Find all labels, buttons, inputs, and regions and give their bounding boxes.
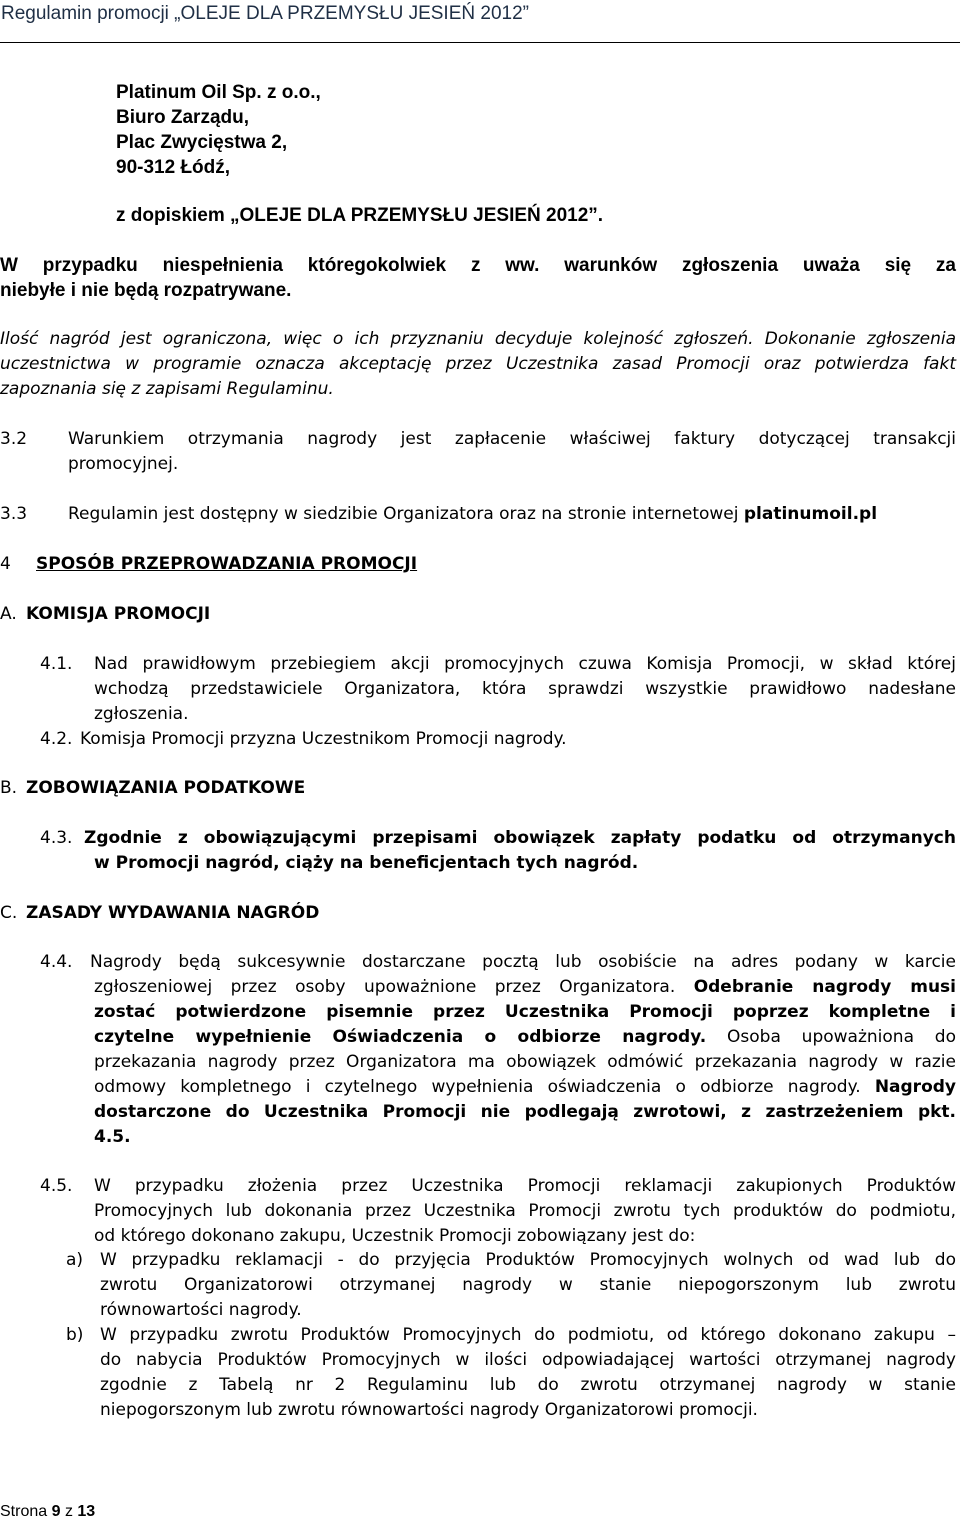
para-4-2-text: Komisja Promocji przyzna Uczestnikom Promocji nagrody. <box>80 729 567 749</box>
para-4-4-line-6 <box>94 1077 956 1097</box>
para-4-3-number: 4.3. <box>40 828 73 848</box>
para-4-4-line-4-bold: czytelne wypełnienie Oświadczenia o odbiorze nagrody. <box>94 1027 707 1047</box>
section-a-letter: A. <box>0 604 17 624</box>
para-3-2-line-1: Warunkiem otrzymania nagrody jest zapłacenie właściwej faktury dotyczącej transakcji <box>68 429 956 449</box>
section-b-letter: B. <box>0 778 18 798</box>
para-4-1-line-1: Nad prawidłowym przebiegiem akcji promocyjnych czuwa Komisja Promocji, w skład której <box>94 654 956 674</box>
para-4-1-line-3: zgłoszenia. <box>94 704 189 724</box>
para-4-4-line-6-regular: odmowy kompletnego i czytelnego wypełnienia oświadczenia o odbiorze nagrody. <box>94 1077 861 1097</box>
para-4-4-line-5: przekazania nagrody przez Organizatora ma obowiązek odmówić przekazania nagrody w razie <box>94 1052 956 1072</box>
header-title: Regulamin promocji „OLEJE DLA PRZEMYSŁU JESIEŃ 2012” <box>1 3 529 24</box>
footer-label: Strona <box>0 1503 48 1520</box>
footer-total-pages: 13 <box>77 1503 96 1520</box>
para-4-5-line-1: W przypadku złożenia przez Uczestnika Promocji reklamacji zakupionych Produktów <box>94 1176 956 1196</box>
para-4-4-line-2-bold: Odebranie nagrody musi <box>693 977 956 997</box>
address-line-2: Biuro Zarządu, <box>116 107 250 128</box>
para-4-1-line-2: wchodzą przedstawiciele Organizatora, która sprawdzi wszystkie prawidłowo nadesłane <box>94 679 956 699</box>
prize-note-line-2: uczestnictwa w programie oznacza akceptację przez Uczestnika zasad Promocji oraz potwierdza fakt <box>0 354 956 374</box>
failure-note-line-1: W przypadku niespełnienia któregokolwiek z ww. warunków zgłoszenia uważa się za <box>0 255 956 276</box>
address-line-3: Plac Zwycięstwa 2, <box>116 132 288 153</box>
footer-page-number: 9 <box>51 1503 61 1520</box>
list-item-b-line-2: do nabycia Produktów Promocyjnych w ilości odpowiadającej wartości otrzymanej nagrody <box>100 1350 956 1370</box>
section-4-title: SPOSÓB PRZEPROWADZANIA PROMOCJI <box>36 554 418 574</box>
page-header <box>0 0 960 43</box>
para-4-4-line-7: dostarczone do Uczestnika Promocji nie podlegają zwrotowi, z zastrzeżeniem pkt. <box>94 1102 956 1122</box>
list-item-b-label: b) <box>66 1325 84 1345</box>
list-item-a-line-1: W przypadku reklamacji - do przyjęcia Produktów Promocyjnych wolnych od wad lub do <box>100 1250 956 1270</box>
section-c-letter: C. <box>0 903 18 923</box>
para-4-4-line-4-regular: Osoba upoważniona do <box>727 1027 956 1047</box>
para-4-2-number: 4.2. <box>40 729 73 749</box>
para-3-2-number: 3.2 <box>0 429 28 449</box>
page-footer <box>0 1503 95 1521</box>
para-4-1-number: 4.1. <box>40 654 73 674</box>
section-c-title: ZASADY WYDAWANIA NAGRÓD <box>26 903 320 923</box>
section-a-title: KOMISJA PROMOCJI <box>26 604 211 624</box>
para-4-4-number: 4.4. <box>40 952 73 972</box>
para-4-5-line-3: od którego dokonano zakupu, Uczestnik Promocji zobowiązany jest do: <box>94 1226 696 1246</box>
para-4-3-line-1: Zgodnie z obowiązującymi przepisami obowiązek zapłaty podatku od otrzymanych <box>84 828 956 848</box>
section-b-title: ZOBOWIĄZANIA PODATKOWE <box>26 778 306 798</box>
para-3-3-text <box>68 504 877 524</box>
website-link[interactable]: platinumoil.pl <box>743 504 878 524</box>
prize-note-line-3: zapoznania się z zapisami Regulaminu. <box>0 379 334 399</box>
annotation-line: z dopiskiem „OLEJE DLA PRZEMYSŁU JESIEŃ 2012”. <box>116 205 604 226</box>
address-line-4: 90-312 Łódź, <box>116 157 231 178</box>
address-line-1: Platinum Oil Sp. z o.o., <box>116 82 321 103</box>
para-4-4-line-2 <box>94 977 956 997</box>
list-item-b-line-4: niepogorszonym lub zwrotu równowartości nagrody Organizatorowi promocji. <box>100 1400 758 1420</box>
para-4-5-line-2: Promocyjnych lub dokonania przez Uczestnika Promocji zwrotu tych produktów do podmiotu, <box>94 1201 956 1221</box>
para-4-4-line-4 <box>94 1027 956 1047</box>
para-4-4-line-3: zostać potwierdzone pisemnie przez Uczestnika Promocji poprzez kompletne i <box>94 1002 956 1022</box>
section-4-number: 4 <box>0 554 11 574</box>
para-3-3-body: Regulamin jest dostępny w siedzibie Organizatora oraz na stronie internetowej <box>68 504 739 524</box>
para-3-2-line-2: promocyjnej. <box>68 454 179 474</box>
para-4-4-line-6-bold: Nagrody <box>874 1077 956 1097</box>
para-4-4-line-2-regular: zgłoszeniowej przez osoby upoważnione przez Organizatora. <box>94 977 676 997</box>
failure-note-line-2: niebyłe i nie będą rozpatrywane. <box>0 280 292 301</box>
para-4-4-line-1: Nagrody będą sukcesywnie dostarczane pocztą lub osobiście na adres podany w karcie <box>90 952 956 972</box>
para-4-4-line-8: 4.5. <box>94 1127 131 1147</box>
footer-of: z <box>64 1503 73 1520</box>
list-item-a-line-2: zwrotu Organizatorowi otrzymanej nagrody w stanie niepogorszonym lub zwrotu <box>100 1275 956 1295</box>
para-4-5-number: 4.5. <box>40 1176 73 1196</box>
list-item-b-line-1: W przypadku zwrotu Produktów Promocyjnych do podmiotu, od którego dokonano zakupu – <box>100 1325 956 1345</box>
para-3-3-number: 3.3 <box>0 504 28 524</box>
list-item-b-line-3: zgodnie z Tabelą nr 2 Regulaminu lub do zwrotu otrzymanej nagrody w stanie <box>100 1375 956 1395</box>
prize-note-line-1: Ilość nagród jest ograniczona, więc o ich przyznaniu decyduje kolejność zgłoszeń. Dokonanie zgłoszenia <box>0 329 956 349</box>
para-4-3-line-2: w Promocji nagród, ciąży na beneficjentach tych nagród. <box>94 853 639 873</box>
list-item-a-label: a) <box>66 1250 84 1270</box>
list-item-a-line-3: równowartości nagrody. <box>100 1300 302 1320</box>
